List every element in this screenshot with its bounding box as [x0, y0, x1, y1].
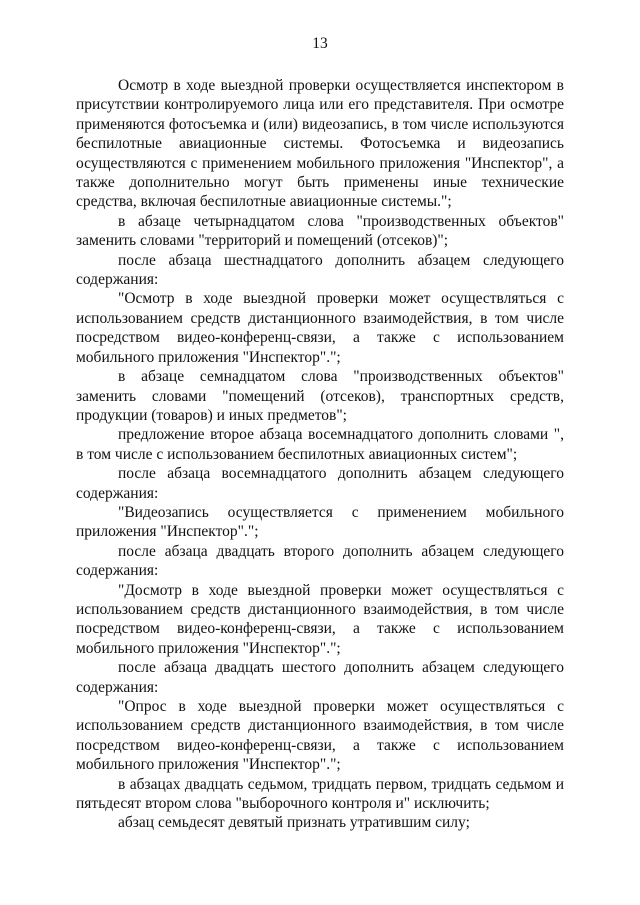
paragraph-video-recording: "Видеозапись осуществляется с применением мобильного приложения "Инспектор"."; [76, 503, 564, 541]
paragraph-amend-seventeenth: в абзаце семнадцатом слова "производственных объектов" заменить словами "помещений (отсеков), транспортных средств, продукции (товаров) и иных предметов"; [76, 368, 564, 424]
paragraph-amend-fourteenth: в абзаце четырнадцатом слова "производственных объектов" заменить словами "территорий и помещений (отсеков)"; [76, 212, 564, 250]
paragraph-remote-interview: "Опрос в ходе выездной проверки может осуществляться с использованием средств дистанционного взаимодействия, в том числе посредством видео-конференц-связи, а также с использованием мобильного приложения "Инспектор"."; [76, 698, 564, 774]
paragraph-inspection-photo-video: Осмотр в ходе выездной проверки осуществляется инспектором в присутствии контролируемого лица или его представителя. При осмотре применяются фотосъемка и (или) видеозапись, в том числе используются беспилотные авиационные системы. Фотосъемка и видеозапись осуществляются с применением мобильного приложения "Инспектор", а также дополнительно могут быть применены иные технические средства, включая беспилотные авиационные системы."; [76, 77, 564, 211]
paragraph-remote-inspection: "Осмотр в ходе выездной проверки может осуществляться с использованием средств дистанционного взаимодействия, в том числе посредством видео-конференц-связи, а также с использованием мобильного приложения "Инспектор"."; [76, 290, 564, 366]
document-body [76, 76, 564, 833]
paragraph-add-after-twenty-sixth: после абзаца двадцать шестого дополнить абзацем следующего содержания: [76, 659, 564, 696]
paragraph-add-after-sixteenth: после абзаца шестнадцатого дополнить абзацем следующего содержания: [76, 251, 564, 289]
paragraph-remote-search: "Досмотр в ходе выездной проверки может осуществляться с использованием средств дистанционного взаимодействия, в том числе посредством видео-конференц-связи, а также с использованием мобильного приложения "Инспектор"."; [76, 581, 564, 657]
paragraph-amend-eighteenth-sentence: предложение второе абзаца восемнадцатого дополнить словами ", в том числе с использованием беспилотных авиационных систем"; [76, 426, 564, 463]
page-number: 13 [312, 35, 328, 52]
paragraph-add-after-eighteenth: после абзаца восемнадцатого дополнить абзацем следующего содержания: [76, 465, 564, 502]
paragraph-repeal-seventy-ninth: абзац семьдесят девятый признать утратившим силу; [118, 814, 470, 832]
paragraph-add-after-twenty-second: после абзаца двадцать второго дополнить абзацем следующего содержания: [76, 542, 564, 580]
paragraph-delete-selective-control: в абзацах двадцать седьмом, тридцать первом, тридцать седьмом и пятьдесят втором слова "выборочного контроля и" исключить; [76, 775, 564, 813]
